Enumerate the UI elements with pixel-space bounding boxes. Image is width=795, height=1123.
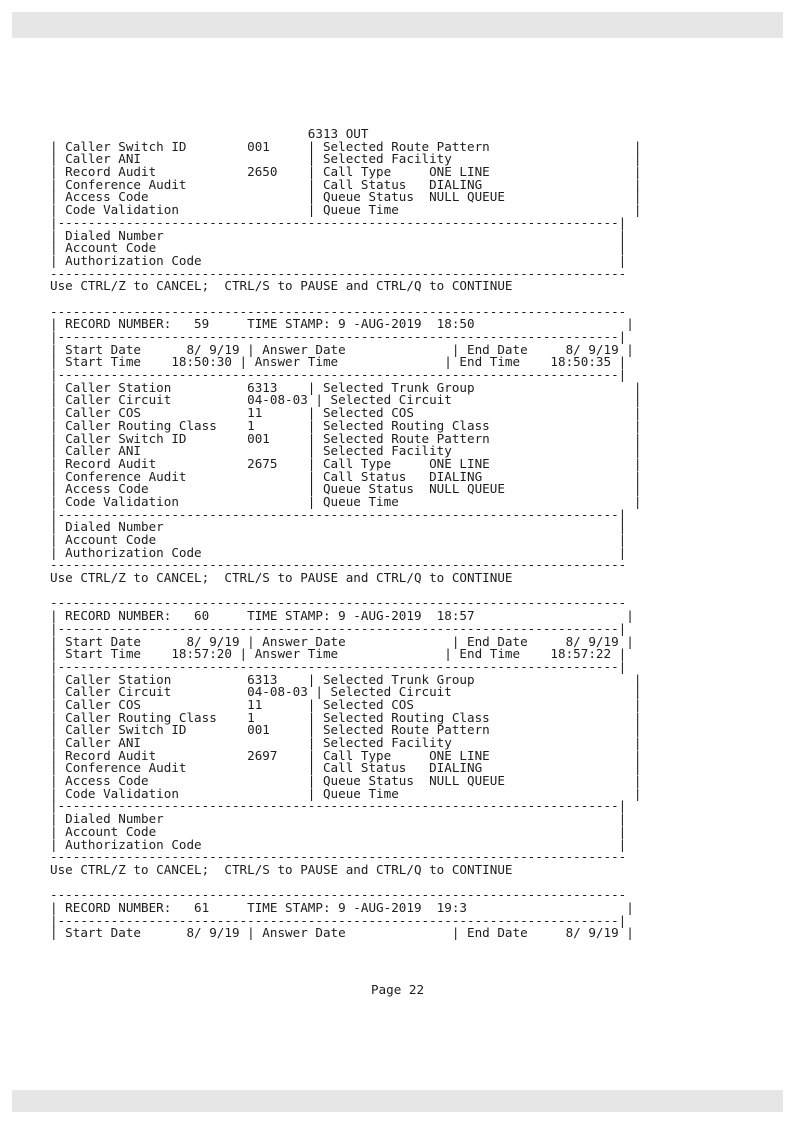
scan-top-band [12,12,783,38]
text-line: |--------------------------------------------------------------------------| [50,329,627,344]
text-line: | Start Date 8/ 9/19 | Answer Date | End Date 8/ 9/19 | [50,341,634,357]
text-line: | Caller Switch ID 001 | Selected Route Pattern | [50,430,642,446]
text-line: | Access Code | Queue Status NULL QUEUE | [50,189,642,205]
text-line: | Dialed Number | [50,227,627,243]
text-line: | Conference Audit | Call Status DIALING | [50,176,642,192]
text-line: |--------------------------------------------------------------------------| [50,912,627,928]
text-line: | Access Code | Queue Status NULL QUEUE | [50,773,642,789]
text-line: | Caller Circuit 04-08-03 | Selected Circuit | [50,392,642,408]
text-line: | Dialed Number | [50,811,627,827]
text-line: |--------------------------------------------------------------------------| [50,367,627,383]
text-line: ---------------------------------------------------------------------------- [50,887,627,903]
text-line: | Conference Audit | Call Status DIALING | [50,760,642,776]
text-line: |--------------------------------------------------------------------------| [50,658,627,674]
text-line: | RECORD NUMBER: 60 TIME STAMP: 9 -AUG-2019 18:57 | [50,608,634,624]
text-line: | Start Time 18:50:30 | Answer Time | End Time 18:50:35 | [50,354,627,370]
text-line: | Start Date 8/ 9/19 | Answer Date | End Date 8/ 9/19 | [50,925,634,941]
text-line: | RECORD NUMBER: 59 TIME STAMP: 9 -AUG-2019 18:50 | [50,316,634,332]
text-line: | Conference Audit | Call Status DIALING | [50,468,642,484]
text-line: | Authorization Code | [50,544,627,560]
text-line: | Start Time 18:57:20 | Answer Time | End Time 18:57:22 | [50,646,627,662]
text-line: | Caller COS 11 | Selected COS | [50,405,642,421]
text-line: ---------------------------------------------------------------------------- [50,595,627,611]
text-line: 6313 OUT [50,126,369,141]
call-record-printout [50,128,700,940]
text-line: | Account Code | [50,823,627,839]
text-line: | Caller Switch ID 001 | Selected Route Pattern | [50,138,642,154]
text-line: | Caller ANI | Selected Facility | [50,443,642,459]
text-line: | Code Validation | Queue Time | [50,785,642,801]
text-line: Use CTRL/Z to CANCEL; CTRL/S to PAUSE and CTRL/Q to CONTINUE [50,861,513,877]
text-line: | Code Validation | Queue Time | [50,202,642,218]
text-line: | Caller Circuit 04-08-03 | Selected Circuit | [50,684,642,700]
text-line: Use CTRL/Z to CANCEL; CTRL/S to PAUSE and CTRL/Q to CONTINUE [50,278,513,294]
text-line: | Record Audit 2650 | Call Type ONE LINE | [50,164,642,180]
continued-record-block [50,128,700,293]
text-line: | Caller Switch ID 001 | Selected Route Pattern | [50,722,642,738]
call-record-59 [50,303,700,586]
call-record-61 [50,889,700,940]
scan-bottom-band [12,1090,783,1112]
text-line: |--------------------------------------------------------------------------| [50,214,627,230]
text-line: | Start Date 8/ 9/19 | Answer Date | End Date 8/ 9/19 | [50,633,634,649]
text-line: ---------------------------------------------------------------------------- [50,849,627,865]
text-line: ---------------------------------------------------------------------------- [50,557,627,573]
text-line: | Access Code | Queue Status NULL QUEUE | [50,481,642,497]
page-number: Page 22 [370,982,425,997]
text-line: | Dialed Number | [50,519,627,535]
text-line: | Authorization Code | [50,252,627,268]
text-line: | Caller ANI | Selected Facility | [50,735,642,750]
text-line: | Caller COS 11 | Selected COS | [50,696,642,712]
text-line: ---------------------------------------------------------------------------- [50,303,627,319]
text-line: |--------------------------------------------------------------------------| [50,506,627,522]
text-line: | Caller ANI | Selected Facility | [50,151,642,167]
text-line: | Account Code | [50,240,627,256]
text-line: | Authorization Code | [50,836,627,852]
text-line: | Code Validation | Queue Time | [50,493,642,509]
text-line: | Caller Routing Class 1 | Selected Routing Class | [50,709,642,725]
text-line: | Record Audit 2697 | Call Type ONE LINE | [50,747,642,763]
text-line: | Record Audit 2675 | Call Type ONE LINE | [50,455,642,471]
text-line: | Account Code | [50,532,627,547]
text-line: | RECORD NUMBER: 61 TIME STAMP: 9 -AUG-2019 19:3 | [50,899,634,915]
text-line: | Caller Station 6313 | Selected Trunk Group | [50,671,642,687]
call-record-60 [50,597,700,876]
text-line: |--------------------------------------------------------------------------| [50,620,627,636]
text-line: ---------------------------------------------------------------------------- [50,265,627,281]
text-line: | Caller Station 6313 | Selected Trunk Group | [50,379,642,395]
text-line: |--------------------------------------------------------------------------| [50,798,627,814]
text-line: Use CTRL/Z to CANCEL; CTRL/S to PAUSE and CTRL/Q to CONTINUE [50,570,513,586]
text-line: | Caller Routing Class 1 | Selected Routing Class | [50,417,642,433]
